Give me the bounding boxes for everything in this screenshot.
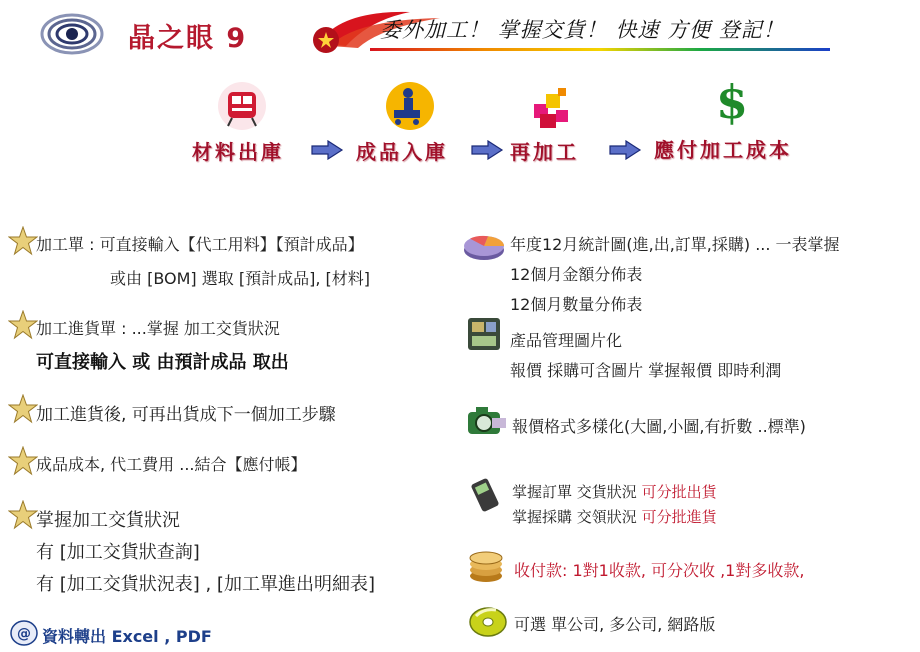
eye-logo-icon	[40, 12, 104, 56]
flow-step-reprocess: 再加工	[510, 140, 579, 164]
flow-arrow-icon	[608, 140, 642, 160]
brand-title: 晶之眼 9	[128, 23, 248, 54]
flow-step-payable-cost: 應付加工成本	[654, 138, 792, 162]
bullet-delivery-reports: 有 [加工交貨狀況表] , [加工單進出明細表]	[36, 574, 375, 595]
star-bullet-icon	[8, 500, 38, 530]
svg-text:@: @	[17, 626, 31, 642]
pie-chart-icon	[462, 226, 506, 266]
monthly-amount-table: 12個月金額分佈表	[510, 265, 643, 284]
quote-image-feature: 報價 採購可含圖片 掌握報價 即時利潤	[510, 361, 782, 380]
bullet-receiving-order-input: 可直接輸入 或 由預計成品 取出	[36, 352, 289, 373]
partial-shipment-text: 可分批出貨	[641, 483, 717, 501]
company-mode-feature: 可選 單公司, 多公司, 網路版	[514, 615, 716, 634]
partial-receipt-text: 可分批進貨	[641, 508, 717, 526]
cd-disc-icon	[466, 600, 510, 640]
flow-arrow-icon	[310, 140, 344, 160]
dollar-icon	[706, 74, 758, 126]
bullet-next-step: 加工進貨後, 可再出貨成下一個加工步驟	[36, 405, 336, 425]
email-export-icon	[10, 620, 38, 646]
monthly-quantity-table: 12個月數量分佈表	[510, 295, 643, 314]
order-delivery-status	[512, 481, 717, 502]
flow-arrow-icon	[470, 140, 504, 160]
purchase-status-text: 掌握採購 交領狀況	[512, 508, 637, 526]
product-image-feature: 產品管理圖片化	[510, 331, 623, 350]
bullet-work-order-bom: 或由 [BOM] 選取 [預計成品], [材料]	[110, 269, 370, 288]
bullet-delivery-query: 有 [加工交貨狀查詢]	[36, 542, 200, 563]
train-icon	[216, 80, 268, 132]
purchase-receive-status	[512, 506, 717, 527]
payment-collection-feature: 收付款: 1對1收款, 可分次收 ,1對多收款,	[514, 561, 805, 580]
star-bullet-icon	[8, 310, 38, 340]
camera-icon	[464, 400, 508, 440]
mobile-phone-icon	[466, 474, 510, 514]
header-slogan: 委外加工！ 掌握交貨！ 快速 方便 登記！	[380, 18, 785, 42]
star-bullet-icon	[8, 446, 38, 476]
photo-album-icon	[464, 314, 508, 354]
star-bullet-icon	[8, 226, 38, 256]
star-bullet-icon	[8, 394, 38, 424]
svg-text:$: $	[715, 75, 749, 126]
quote-format-feature: 報價格式多樣化(大圖,小圖,有折數 ..標準)	[512, 417, 806, 436]
bullet-product-cost: 成品成本, 代工費用 ...結合【應付帳】	[36, 455, 307, 474]
flow-step-product-in: 成品入庫	[356, 140, 448, 164]
annual-chart-feature: 年度12月統計圖(進,出,訂單,採購) ... 一表掌握	[510, 235, 840, 254]
flow-step-material-out: 材料出庫	[192, 140, 284, 164]
order-status-text: 掌握訂單 交貨狀況	[512, 483, 637, 501]
worker-cart-icon	[384, 80, 436, 132]
coins-icon	[466, 546, 510, 586]
bullet-delivery-status: 掌握加工交貨狀況	[36, 510, 180, 531]
bullet-work-order: 加工單 : 可直接輸入【代工用料】【預計成品】	[36, 235, 364, 254]
export-excel-pdf: 資料轉出 Excel , PDF	[42, 627, 212, 646]
boxes-icon	[528, 80, 580, 132]
bullet-receiving-order: 加工進貨單 : ...掌握 加工交貨狀況	[36, 319, 280, 338]
